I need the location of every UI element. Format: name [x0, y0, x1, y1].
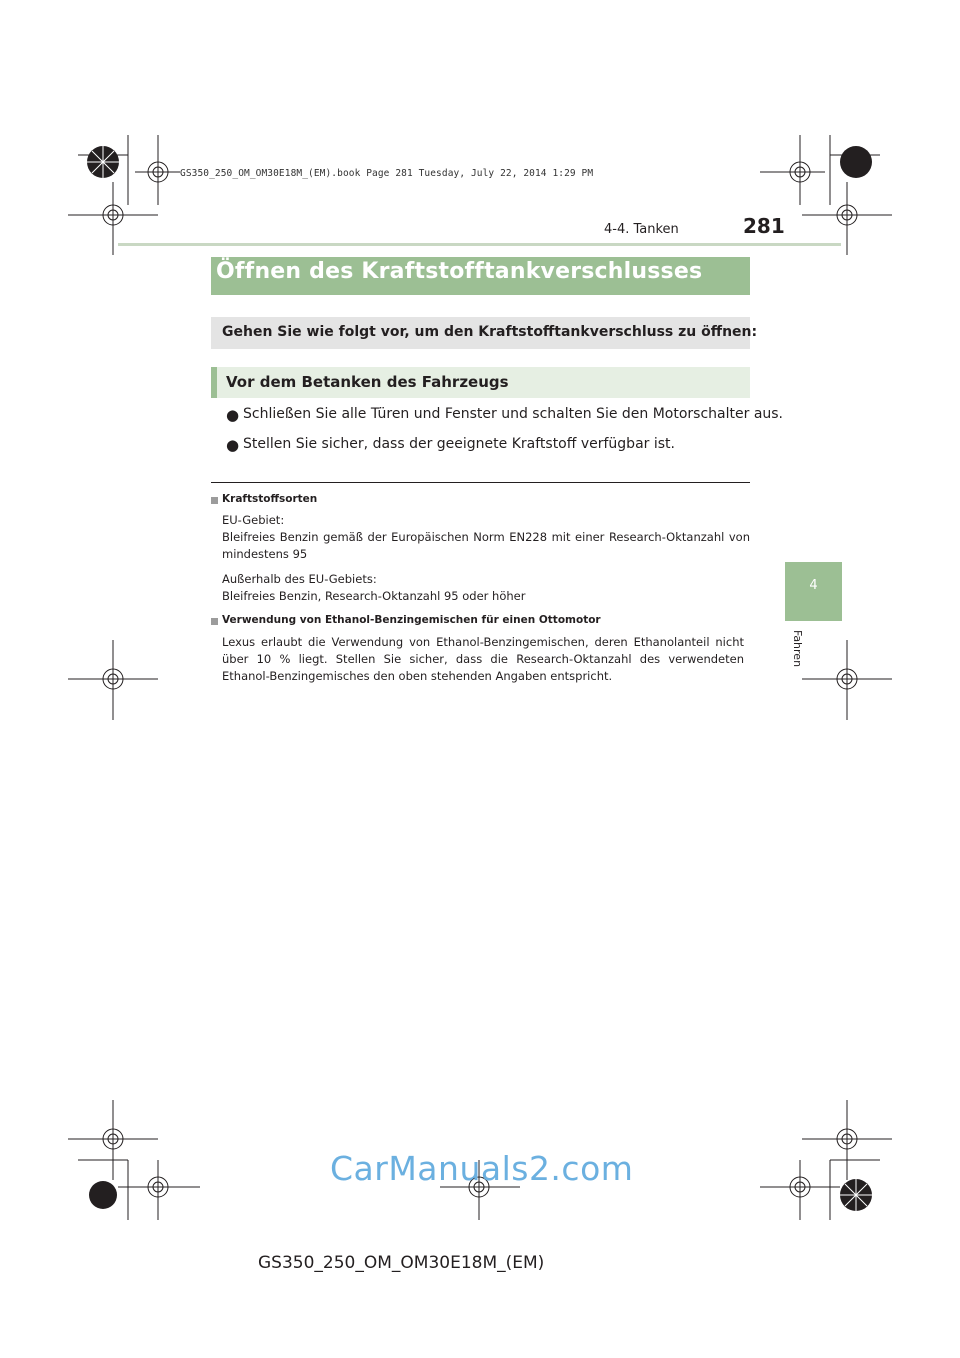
note-paragraph: Außerhalb des EU-Gebiets:	[222, 572, 377, 586]
square-bullet-icon	[211, 618, 218, 625]
square-bullet-icon	[211, 497, 218, 504]
notes-separator	[211, 482, 750, 483]
intro-text: Gehen Sie wie folgt vor, um den Kraftstofftankverschluss zu öffnen:	[222, 324, 758, 340]
note-paragraph: Lexus erlaubt die Verwendung von Ethanol-Benzingemischen, deren Ethanolanteil nicht über 10 % liegt. Stellen Sie sicher, dass die Research-Oktanzahl des verwendeten Ethanol-Benzingemisches den oben stehenden Angaben entspricht.	[222, 635, 744, 683]
section-label: 4-4. Tanken	[604, 222, 679, 237]
chapter-tab-label: Fahren	[791, 630, 804, 668]
chapter-tab-number: 4	[809, 578, 818, 593]
bullet-icon: ●	[226, 406, 240, 424]
document-code: GS350_250_OM_OM30E18M_(EM)	[258, 1253, 545, 1273]
header-rule	[118, 243, 841, 246]
bullet-item: Stellen Sie sicher, dass der geeignete Kraftstoff verfügbar ist.	[243, 436, 675, 452]
note-heading: Verwendung von Ethanol-Benzingemischen für einen Ottomotor	[222, 614, 601, 626]
page-number: 281	[743, 214, 785, 238]
note-paragraph: Bleifreies Benzin gemäß der Europäischen Norm EN228 mit einer Research-Oktanzahl von mindestens 95	[222, 530, 750, 561]
print-info-line: GS350_250_OM_OM30E18M_(EM).book Page 281 Tuesday, July 22, 2014 1:29 PM	[180, 168, 594, 179]
section-title: Öffnen des Kraftstofftankverschlusses	[216, 259, 703, 284]
watermark: CarManuals2.com	[330, 1149, 634, 1188]
subsection-title: Vor dem Betanken des Fahrzeugs	[226, 373, 509, 391]
note-paragraph: EU-Gebiet:	[222, 513, 285, 527]
bullet-item: Schließen Sie alle Türen und Fenster und schalten Sie den Motorschalter aus.	[243, 406, 784, 422]
note-paragraph: Bleifreies Benzin, Research-Oktanzahl 95 oder höher	[222, 589, 526, 603]
bullet-icon: ●	[226, 436, 240, 454]
note-heading: Kraftstoffsorten	[222, 493, 318, 505]
